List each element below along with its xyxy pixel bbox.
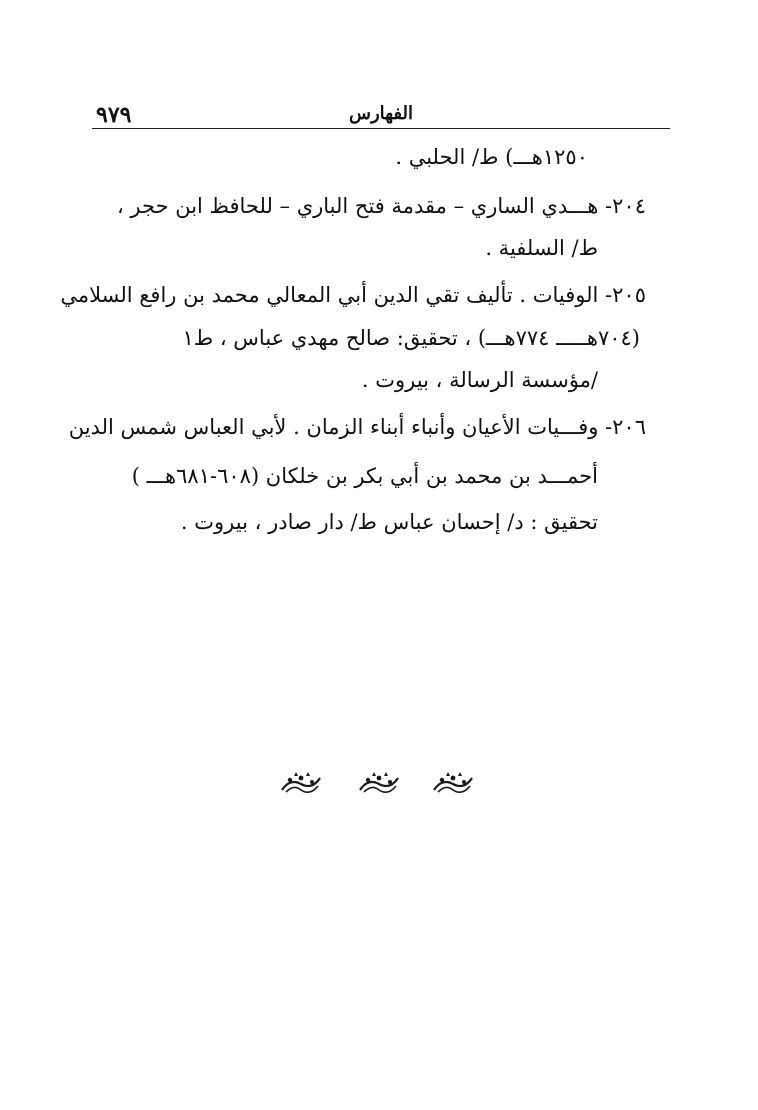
entry-continuation-line: ١٢٥٠هـــ) ط/ الحلبي . xyxy=(395,145,588,169)
entry-206-line-1: ٢٠٦- وفـــيات الأعيان وأنباء أبناء الزمان . لأبي العباس شمس الدين xyxy=(68,415,646,439)
entry-206-line-3: تحقيق : د/ إحسان عباس ط/ دار صادر ، بيروت . xyxy=(180,510,598,534)
floral-ornament-icon xyxy=(432,770,474,798)
floral-ornament-icon xyxy=(280,770,322,798)
entry-205-line-3: /مؤسسة الرسالة ، بيروت . xyxy=(361,368,598,392)
floral-ornament-icon xyxy=(358,770,400,798)
entry-204-line-2: ط/ السلفية . xyxy=(485,236,598,260)
entry-205-line-2: (٧٠٤هـــــ ٧٧٤هـــ) ، تحقيق: صالح مهدي عباس ، ط١ xyxy=(182,326,640,350)
entry-206-line-2: أحمـــد بن محمد بن أبي بكر بن خلكان (٦٠٨-٦٨١هـــ ) xyxy=(131,464,598,488)
entry-205-line-1: ٢٠٥- الوفيات . تأليف تقي الدين أبي المعالي محمد بن رافع السلامي xyxy=(60,283,646,307)
running-title: الفهارس xyxy=(348,103,414,124)
entry-204-line-1: ٢٠٤- هـــدي الساري – مقدمة فتح الباري – للحافظ ابن حجر ، xyxy=(116,194,646,218)
header-rule xyxy=(92,128,670,129)
end-ornaments xyxy=(280,770,480,800)
page-header xyxy=(92,100,670,130)
page-number: ٩٧٩ xyxy=(96,102,132,128)
